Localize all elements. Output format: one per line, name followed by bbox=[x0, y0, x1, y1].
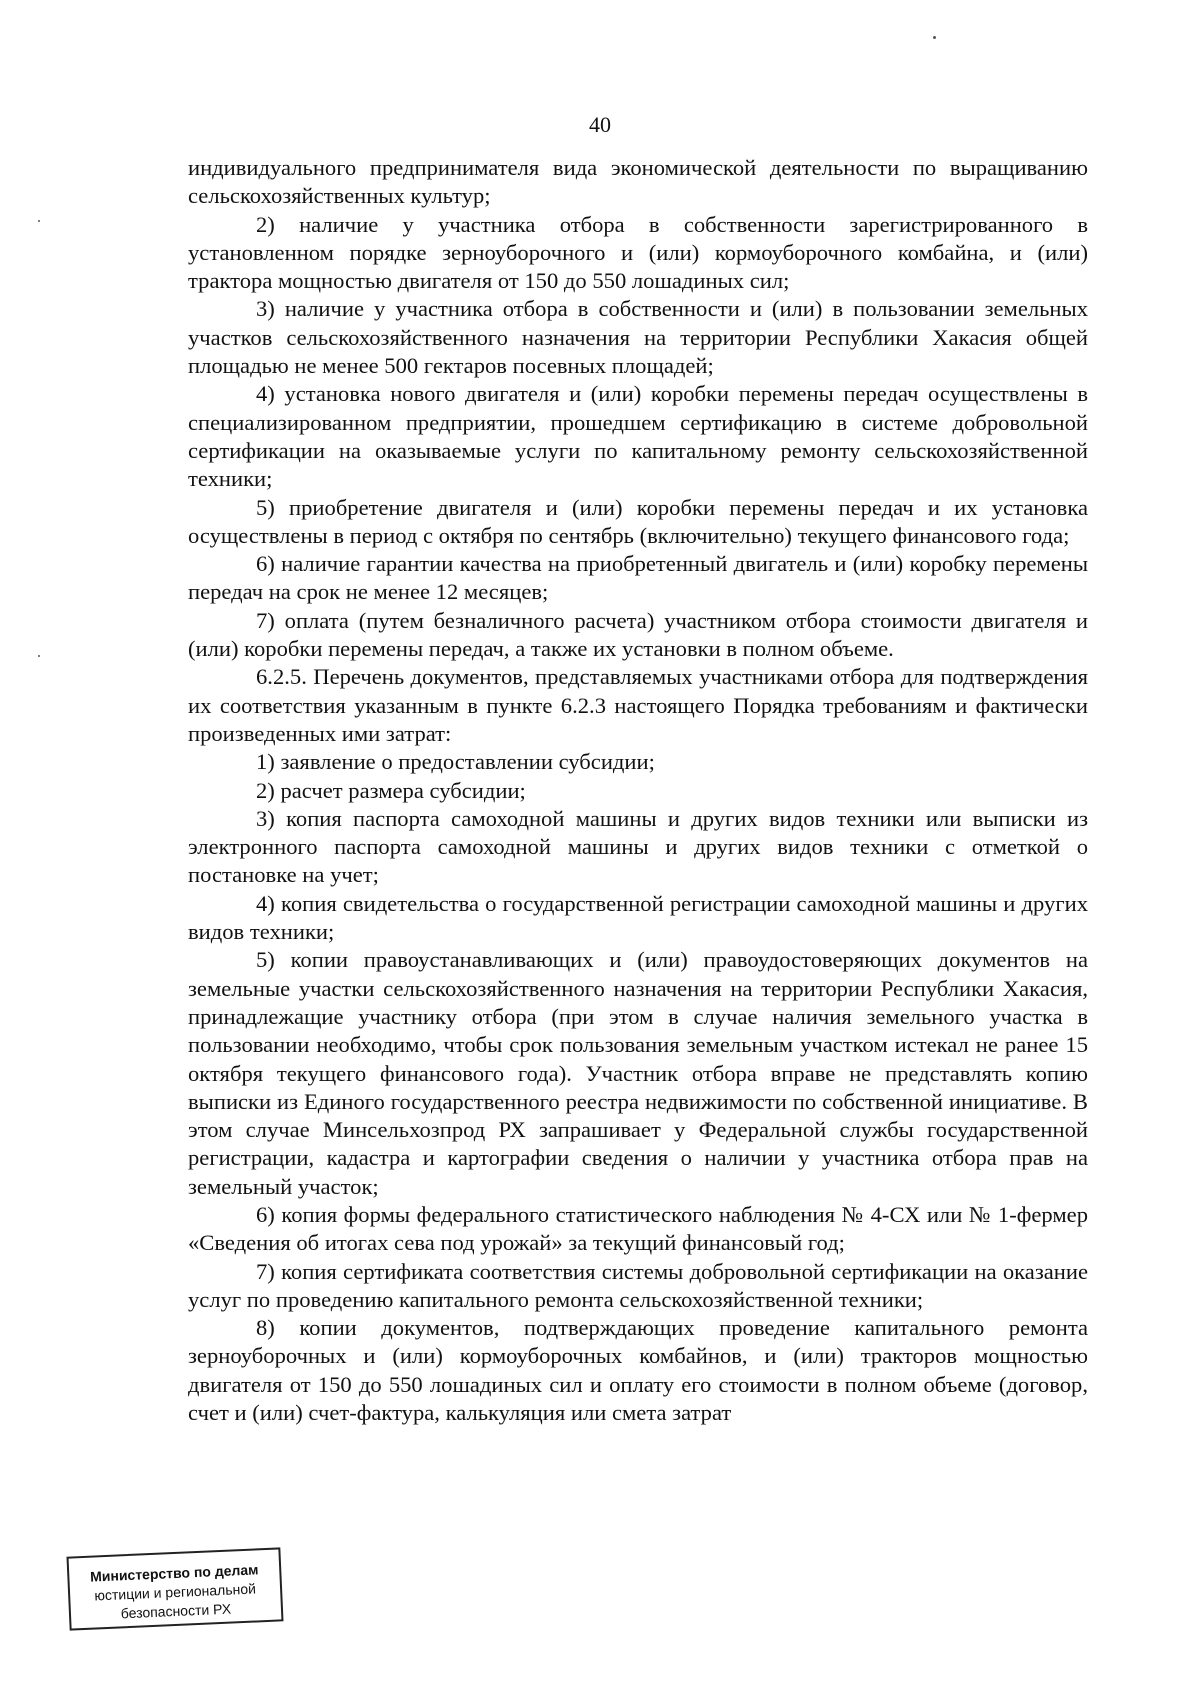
paragraph: 7) оплата (путем безналичного расчета) участником отбора стоимости двигателя и (или) коробки перемены передач, а также их установки в полном объеме. bbox=[188, 607, 1088, 662]
paragraph: 7) копия сертификата соответствия системы добровольной сертификации на оказание услуг по проведению капитального ремонта сельскохозяйственной техники; bbox=[188, 1258, 1088, 1312]
stamp-line-1: Министерство по делам bbox=[89, 1561, 259, 1585]
paragraph: 6) копия формы федерального статистического наблюдения № 4-СХ или № 1-фермер «Сведения об итогах сева под урожай» за текущий финансовый год; bbox=[188, 1201, 1088, 1256]
ministry-stamp bbox=[66, 1547, 283, 1630]
paragraph: 6) наличие гарантии качества на приобретенный двигатель и (или) коробку перемены передач на срок не менее 12 месяцев; bbox=[188, 551, 1088, 605]
paragraph: 8) копии документов, подтверждающих проведение капитального ремонта зерноуборочных и (или) кормоуборочных комбайнов, и (или) тракторов мощностью двигателя от 150 до 550 лошадиных сил и оплату его стоимости в полном объеме (договор, счет и (или) счет-фактура, калькуляция или смета затрат bbox=[188, 1315, 1088, 1426]
paragraph: 5) приобретение двигателя и (или) коробки перемены передач и их установка осуществлены в период с октября по сентябрь (включительно) текущего финансового года; bbox=[188, 494, 1088, 548]
paragraph: 1) заявление о предоставлении субсидии; bbox=[256, 749, 655, 775]
paragraph: 5) копии правоустанавливающих и (или) правоудостоверяющих документов на земельные участки сельскохозяйственного назначения на территории Республики Хакасия, принадлежащие участнику отбора (при этом в случае наличия земельного участка в пользовании необходимо, чтобы срок пользования земельным участком истекал не ранее 15 октября текущего финансового года). Участник отбора вправе не представлять копию выписки из Единого государственного реестра недвижимости по собственной инициативе. В этом случае Минсельхозпрод РХ запрашивает у Федеральной службы государственной регистрации, кадастра и картографии сведения о наличии у участника отбора прав на земельный участок; bbox=[188, 947, 1088, 1199]
scan-speck bbox=[38, 655, 40, 657]
document-body bbox=[188, 154, 1088, 1427]
paragraph: 2) наличие у участника отбора в собственности зарегистрированного в установленном порядке зерноуборочного и (или) кормоуборочного комбайна, и (или) трактора мощностью двигателя от 150 до 550 лошадиных сил; bbox=[188, 211, 1088, 294]
stamp-line-2: юстиции и региональной bbox=[94, 1580, 257, 1604]
paragraph: 3) копия паспорта самоходной машины и других видов техники или выписки из электронного паспорта самоходной машины и других видов техники с отметкой о постановке на учет; bbox=[188, 805, 1088, 888]
stamp-line-3: безопасности РХ bbox=[120, 1600, 232, 1622]
paragraph: индивидуального предпринимателя вида экономической деятельности по выращиванию сельскохозяйственных культур; bbox=[188, 155, 1088, 209]
scan-speck bbox=[38, 220, 40, 222]
paragraph: 4) копия свидетельства о государственной регистрации самоходной машины и других видов техники; bbox=[188, 890, 1088, 945]
paragraph: 3) наличие у участника отбора в собственности и (или) в пользовании земельных участков сельскохозяйственного назначения на территории Республики Хакасия общей площадью не менее 500 гектаров посевных площадей; bbox=[188, 296, 1088, 379]
paragraph: 4) установка нового двигателя и (или) коробки перемены передач осуществлены в специализированном предприятии, прошедшем сертификацию в системе добровольной сертификации на оказываемые услуги по капитальному ремонту сельскохозяйственной техники; bbox=[188, 381, 1088, 492]
paragraph: 6.2.5. Перечень документов, представляемых участниками отбора для подтверждения их соответствия указанным в пункте 6.2.3 настоящего Порядка требованиям и фактически произведенных ими затрат: bbox=[188, 664, 1088, 746]
page-number: 40 bbox=[589, 112, 611, 137]
paragraph: 2) расчет размера субсидии; bbox=[256, 777, 526, 803]
scan-speck bbox=[933, 36, 936, 39]
